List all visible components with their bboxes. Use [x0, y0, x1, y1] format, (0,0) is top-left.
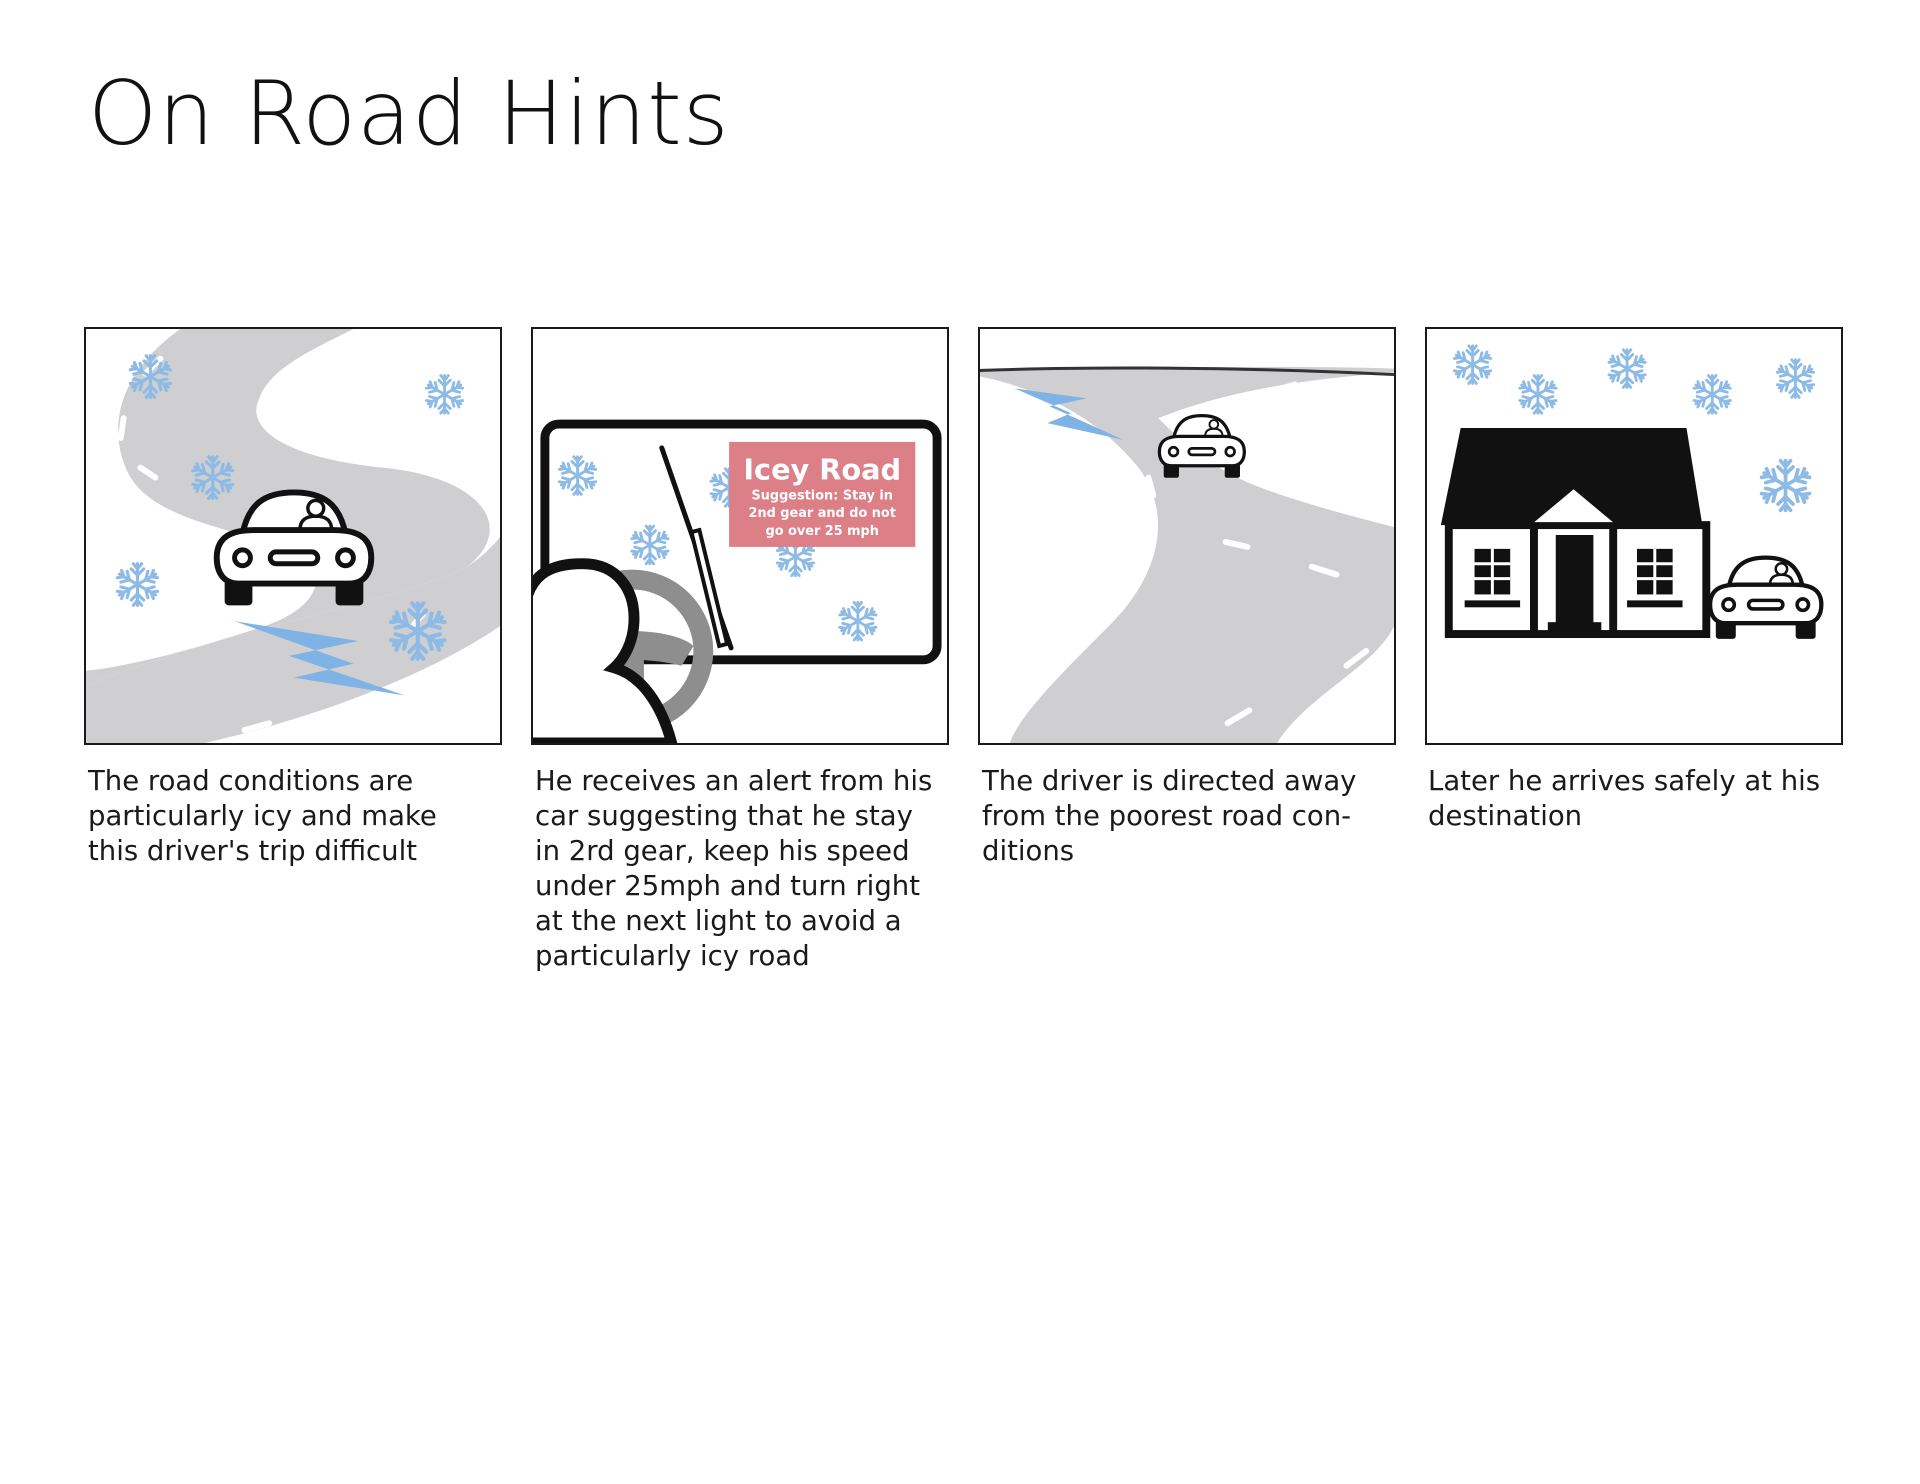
caption-panel-1 — [88, 764, 518, 869]
caption-line: destination — [1428, 800, 1583, 832]
caption-panel-3 — [982, 764, 1412, 869]
alert-line-1: Suggestion: Stay in — [751, 488, 893, 504]
caption-line: under 25mph and turn right — [535, 870, 920, 902]
caption-line: The driver is directed away — [982, 765, 1357, 797]
caption-line: at the next light to avoid a — [535, 905, 902, 937]
snowflake-icon — [116, 564, 158, 606]
caption-panel-2 — [535, 764, 965, 974]
caption-line: particularly icy road — [535, 940, 810, 972]
caption-line: car suggesting that he stay — [535, 800, 913, 832]
snowflake-icon — [1453, 346, 1491, 384]
caption-line: from the poorest road con- — [982, 800, 1352, 832]
page-title: On Road Hints — [88, 62, 730, 165]
snowflake-icon — [1608, 350, 1646, 388]
caption-line: particularly icy and make — [88, 800, 437, 832]
caption-line: He receives an alert from his — [535, 765, 933, 797]
caption-panel-4 — [1428, 764, 1858, 834]
alert-line-3: go over 25 mph — [765, 524, 879, 540]
caption-line: The road conditions are — [88, 765, 414, 797]
caption-line: in 2rd gear, keep his speed — [535, 835, 910, 867]
alert-line-2: 2nd gear and do not — [748, 506, 896, 522]
caption-line: ditions — [982, 835, 1075, 867]
car-alert-illustration — [533, 329, 947, 743]
alert-title: Icey Road — [743, 452, 902, 487]
snowflake-icon — [1519, 376, 1557, 414]
panel-icy-road — [84, 327, 502, 745]
snowflake-icon — [1693, 376, 1731, 414]
snowflake-icon — [425, 376, 463, 414]
car-icon — [1710, 558, 1821, 639]
destination-illustration — [1427, 329, 1841, 743]
panel-rerouted — [978, 327, 1396, 745]
panel-car-alert — [531, 327, 949, 745]
panel-destination — [1425, 327, 1843, 745]
house-icon — [1441, 428, 1706, 634]
snowflake-icon — [1760, 461, 1810, 511]
caption-line: this driver's trip difficult — [88, 835, 418, 867]
caption-line: Later he arrives safely at his — [1428, 765, 1821, 797]
snowflake-icon — [1776, 360, 1814, 398]
alert-box — [729, 442, 915, 547]
icy-road-illustration — [86, 329, 500, 743]
reroute-illustration — [980, 329, 1394, 743]
